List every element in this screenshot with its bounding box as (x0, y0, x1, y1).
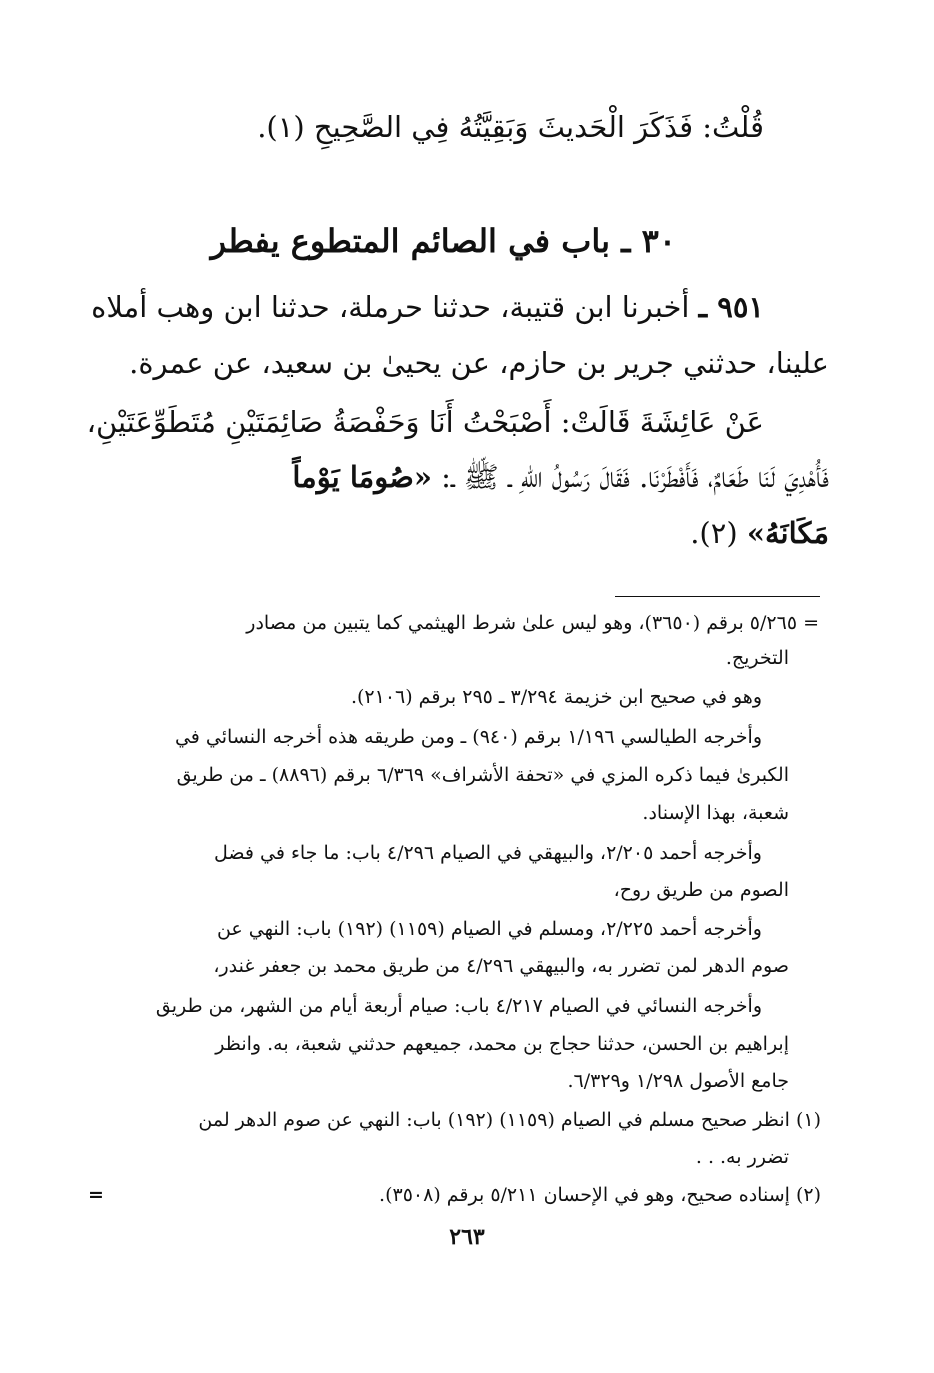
footnote-2: (٢) إسناده صحيح، وهو في الإحسان ٥/٢١١ برقم (٣٥٠٨). (379, 1184, 821, 1206)
hadith-matn-line-3 (690, 516, 829, 550)
footnote-line: الصوم من طريق روح، (613, 879, 789, 901)
footnote-line: وأخرجه الطيالسي ١/١٩٦ برقم (٩٤٠) ـ ومن طريقه هذه أخرجه النسائي في (174, 726, 762, 748)
footnote-line: جامع الأصول ١/٢٩٨ و٦/٣٢٩. (567, 1070, 789, 1092)
continuation-mark: = (88, 1184, 104, 1206)
footnote-line: إبراهيم بن الحسن، حدثنا حجاج بن محمد، جميعهم حدثني شعبة، به. وانظر (215, 1033, 789, 1055)
top-remark: قُلْتُ: فَذَكَرَ الْحَديثَ وَبَقِيَّتُهُ فِي الصَّحِيحِ (١). (257, 110, 764, 144)
footnote-line: صوم الدهر لمن تضرر به، والبيهقي ٤/٢٩٦ من طريق محمد بن جعفر غندر، (213, 955, 789, 977)
page-number: ٢٦٣ (449, 1224, 485, 1250)
footnote-separator (615, 596, 820, 597)
hadith-isnad-text-1: أخبرنا ابن قتيبة، حدثنا حرملة، حدثنا ابن وهب أملاه (91, 290, 690, 324)
hadith-matn-line-1: عَنْ عَائِشَةَ قَالَتْ: أَصْبَحْتُ أَنَا وَحَفْصَةُ صَائِمَتَيْنِ مُتَطَوِّعَتَيْنِ، (86, 405, 764, 439)
hadith-matn-text-2: فَأُهْدِيَ لَنَا طَعَامٌ، فَأَفْطَرْنَا. فَقَالَ رَسُولُ اللهِ ـ ﷺ ـ: (441, 460, 829, 494)
footnote-line: وأخرجه أحمد ٢/٢٠٥، والبيهقي في الصيام ٤/٢٩٦ باب: ما جاء في فضل (214, 842, 762, 864)
prophet-quote-start: «صُومَا يَوْماً (292, 460, 432, 494)
footnote-1-line-1: (١) انظر صحيح مسلم في الصيام (١١٥٩) (١٩٢) باب: النهي عن صوم الدهر لمن (198, 1109, 821, 1131)
hadith-number: ٩٥١ ـ (698, 290, 764, 324)
footnote-ref-2: (٢). (690, 516, 738, 550)
footnote-line: شعبة، بهذا الإسناد. (642, 802, 789, 824)
prophet-quote-end: مَكَانَهُ» (746, 516, 829, 550)
chapter-heading: ٣٠ ـ باب في الصائم المتطوع يفطر (210, 222, 676, 260)
footnote-line: التخريج. (725, 647, 789, 669)
footnote-1-line-2: تضرر به. . . (695, 1146, 789, 1168)
footnote-line: وأخرجه النسائي في الصيام ٤/٢١٧ باب: صيام أربعة أيام من الشهر، من طريق (155, 995, 762, 1017)
hadith-isnad-line-1 (91, 290, 764, 324)
footnote-line: وهو في صحيح ابن خزيمة ٣/٢٩٤ ـ ٢٩٥ برقم (٢١٠٦). (350, 686, 762, 708)
hadith-isnad-line-2: علينا، حدثني جرير بن حازم، عن يحيىٰ بن سعيد، عن عمرة. (129, 346, 829, 380)
footnote-line: الكبرىٰ فيما ذكره المزي في «تحفة الأشراف» ٦/٣٦٩ برقم (٨٨٩٦) ـ من طريق (176, 764, 789, 786)
footnote-line: وأخرجه أحمد ٢/٢٢٥، ومسلم في الصيام (١١٥٩) (١٩٢) باب: النهي عن (216, 918, 762, 940)
hadith-matn-line-2 (292, 460, 829, 502)
footnote-line: = ٥/٢٦٥ برقم (٣٦٥٠)، وهو ليس علىٰ شرط الهيثمي كما يتبين من مصادر (246, 612, 819, 634)
